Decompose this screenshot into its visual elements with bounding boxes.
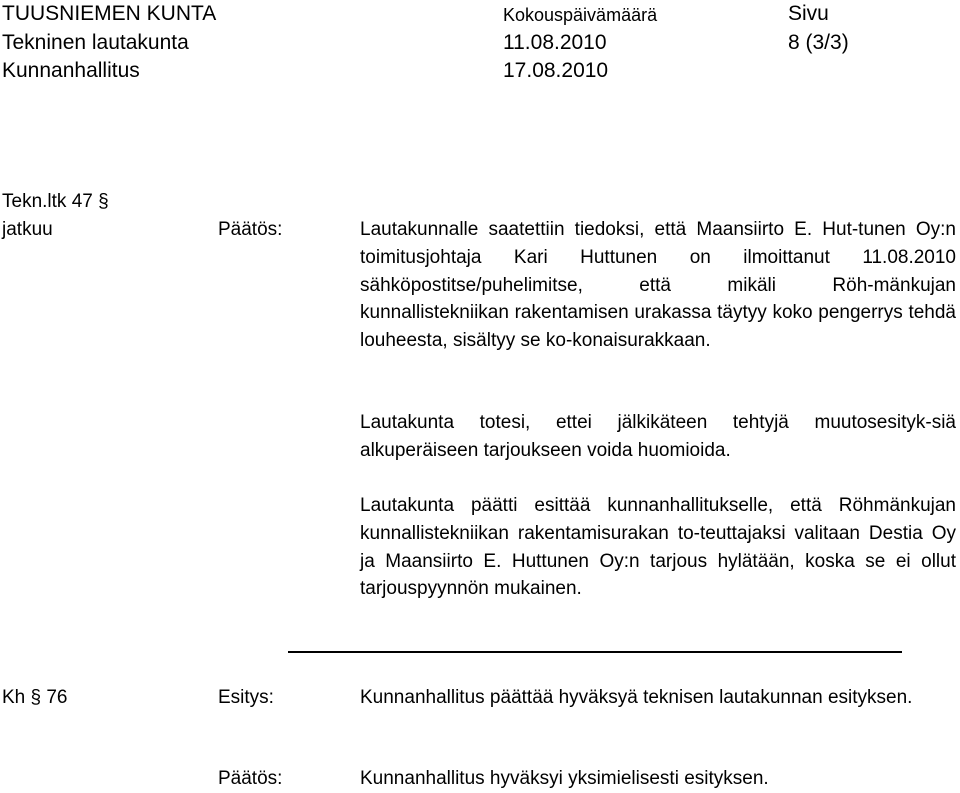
meeting-date-label: Kokouspäivämäärä <box>503 5 658 25</box>
proposal-text: Kunnanhallitus päättää hyväksyä teknisen lautakunnan esityksen. <box>360 687 913 708</box>
section-heading: Kh § 76 <box>2 687 68 708</box>
committee-name: Tekninen lautakunta <box>2 31 189 54</box>
board-meeting-date: 17.08.2010 <box>503 59 609 82</box>
decision-text: Kunnanhallitus hyväksyi yksimielisesti esityksen. <box>360 768 769 789</box>
proposal-label: Esitys: <box>218 687 274 708</box>
page-label: Sivu <box>788 2 829 25</box>
section-heading: Tekn.ltk 47 § <box>2 191 109 212</box>
decision-label: Päätös: <box>218 219 283 240</box>
committee-meeting-date: 11.08.2010 <box>503 31 607 54</box>
paragraph-notice: Lautakunnalle saatettiin tiedoksi, että Maansiirto E. Hut-tunen Oy:n toimitusjohtaja Kari Huttunen on ilmoittanut 11.08.2010 sähköpostitse/puhelimitse, että mikäli Röh-mänkujan kunnallistekniikan rakentamisen urakassa täytyy koko pengerrys tehdä louheesta, sisältyy se ko-konaisurakkaan. <box>360 219 956 352</box>
section-divider <box>288 651 902 653</box>
page-number: 8 (3/3) <box>788 31 849 54</box>
organization-name: TUUSNIEMEN KUNTA <box>2 2 217 25</box>
paragraph-decision: Lautakunta päätti esittää kunnanhallitukselle, että Röhmänkujan kunnallistekniikan rakentamisurakan to-teuttajaksi valitaan Destia Oy ja Maansiirto E. Huttunen Oy:n tarjous hylätään, koska se ei ollut tarjouspyynnön mukainen. <box>360 495 956 600</box>
paragraph-finding: Lautakunta totesi, ettei jälkikäteen tehtyjä muutosesityk-siä alkuperäiseen tarjoukseen voida huomioida. <box>360 412 956 461</box>
section-continued-label: jatkuu <box>2 219 53 240</box>
board-name: Kunnanhallitus <box>2 59 140 82</box>
decision-label: Päätös: <box>218 768 283 789</box>
